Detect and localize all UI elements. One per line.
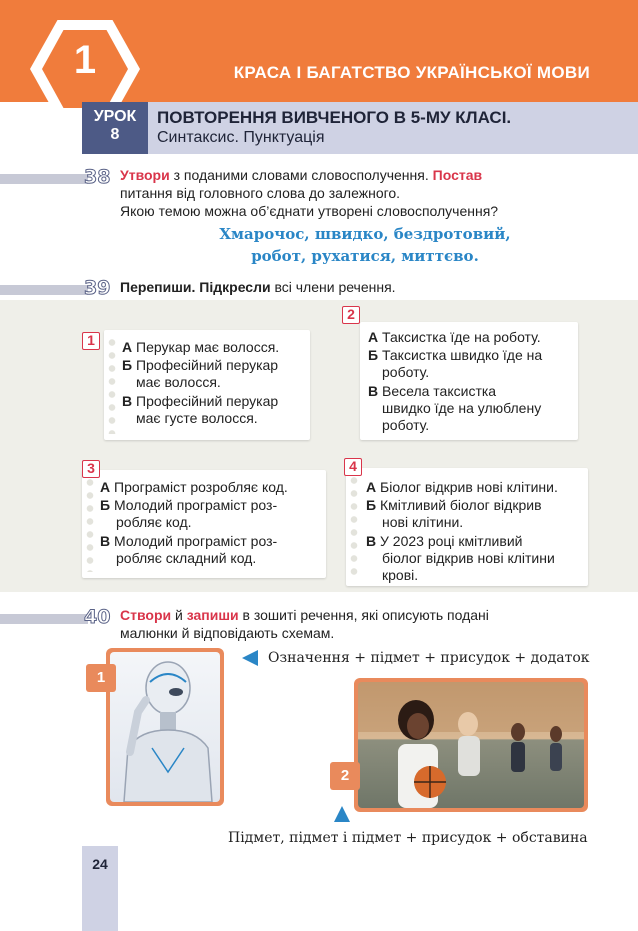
ex39-instruction-rest: всі члени речення. xyxy=(270,279,396,295)
ex39-instruction-bold: Перепиши. Підкресли xyxy=(120,279,271,295)
card-label-1: 1 xyxy=(82,332,100,350)
notebook-holes xyxy=(349,474,359,580)
card-1-item-b: Б Професійний перукар має волосся. xyxy=(122,357,279,390)
exercise-40-number: 40 xyxy=(84,606,111,628)
exercise-39-instruction xyxy=(120,278,396,296)
ex38-text-1: з поданими словами словосполучення. xyxy=(169,167,433,183)
exercise-38-words-2: робот, рухатися, миттєво. xyxy=(251,247,479,265)
scheme-1: Означення + підмет + присудок + додаток xyxy=(268,650,590,666)
card-3-item-c: В Молодий програміст роз- робляє складний код. xyxy=(100,533,278,566)
exercise-40-line-1: Створи й запиши в зошиті речення, які описують подані xyxy=(120,607,489,623)
card-4-item-c: В У 2023 році кмітливий біолог відкрив нові клітини крові. xyxy=(366,533,555,583)
card-4-item-b: Б Кмітливий біолог відкрив нові клітини. xyxy=(366,497,542,530)
basketball-illustration xyxy=(358,682,584,808)
exercise-38-line-2: питання від головного слова до залежного. xyxy=(120,185,401,201)
exercise-38-words-1: Хмарочос, швидко, бездротовий, xyxy=(219,225,511,243)
lesson-badge xyxy=(82,102,148,154)
chapter-title: КРАСА І БАГАТСТВО УКРАЇНСЬКОЇ МОВИ xyxy=(233,63,590,82)
lesson-word: УРОК xyxy=(93,108,137,125)
picture-1-badge: 1 xyxy=(86,664,116,692)
exercise-38-line-3: Якою темою можна об’єднати утворені словосполучення? xyxy=(120,203,499,219)
exercise-38-bar xyxy=(0,174,88,184)
scheme-2-arrow-icon xyxy=(334,806,350,822)
card-3-item-b: Б Молодий програміст роз- робляє код. xyxy=(100,497,278,530)
lesson-title: ПОВТОРЕННЯ ВИВЧЕНОГО В 5-МУ КЛАСІ. xyxy=(157,108,512,127)
card-label-3: 3 xyxy=(82,460,100,478)
exercise-40-bar xyxy=(0,614,88,624)
notebook-holes xyxy=(107,336,117,434)
exercise-39-bar xyxy=(0,285,88,295)
exercise-39-number: 39 xyxy=(84,277,111,299)
exercise-38-number: 38 xyxy=(84,166,111,188)
card-2-item-a: А Таксистка їде на роботу. xyxy=(368,329,541,345)
card-1-item-a: А Перукар має волосся. xyxy=(122,339,280,355)
lesson-subtitle: Синтаксис. Пунктуація xyxy=(157,129,325,146)
ex38-verb-1: Утвори xyxy=(120,167,170,183)
page-number: 24 xyxy=(92,856,108,872)
card-4-item-a: А Біолог відкрив нові клітини. xyxy=(366,479,558,495)
robot-picture xyxy=(110,652,220,802)
card-2-item-b: Б Таксистка швидко їде на роботу. xyxy=(368,347,543,380)
exercise-40-line-2: малюнки й відповідають схемам. xyxy=(120,625,335,641)
ex38-verb-2: Постав xyxy=(432,167,483,183)
scheme-2: Підмет, підмет і підмет + присудок + обставина xyxy=(228,830,588,846)
robot-illustration xyxy=(110,652,220,802)
card-label-2: 2 xyxy=(342,306,360,324)
picture-2-badge: 2 xyxy=(330,762,360,790)
lesson-number: 8 xyxy=(110,126,120,143)
card-2-item-c: В Весела таксистка швидко їде на улюблену роботу. xyxy=(368,383,542,433)
card-1-item-c: В Професійний перукар має густе волосся. xyxy=(122,393,279,426)
basketball-picture xyxy=(358,682,584,808)
card-label-4: 4 xyxy=(344,458,362,476)
chapter-number: 1 xyxy=(73,38,97,82)
notebook-holes xyxy=(85,476,95,572)
exercise-38-line-1 xyxy=(120,166,560,184)
card-3-item-a: А Програміст розробляє код. xyxy=(100,479,288,495)
scheme-1-arrow-icon xyxy=(242,650,258,666)
